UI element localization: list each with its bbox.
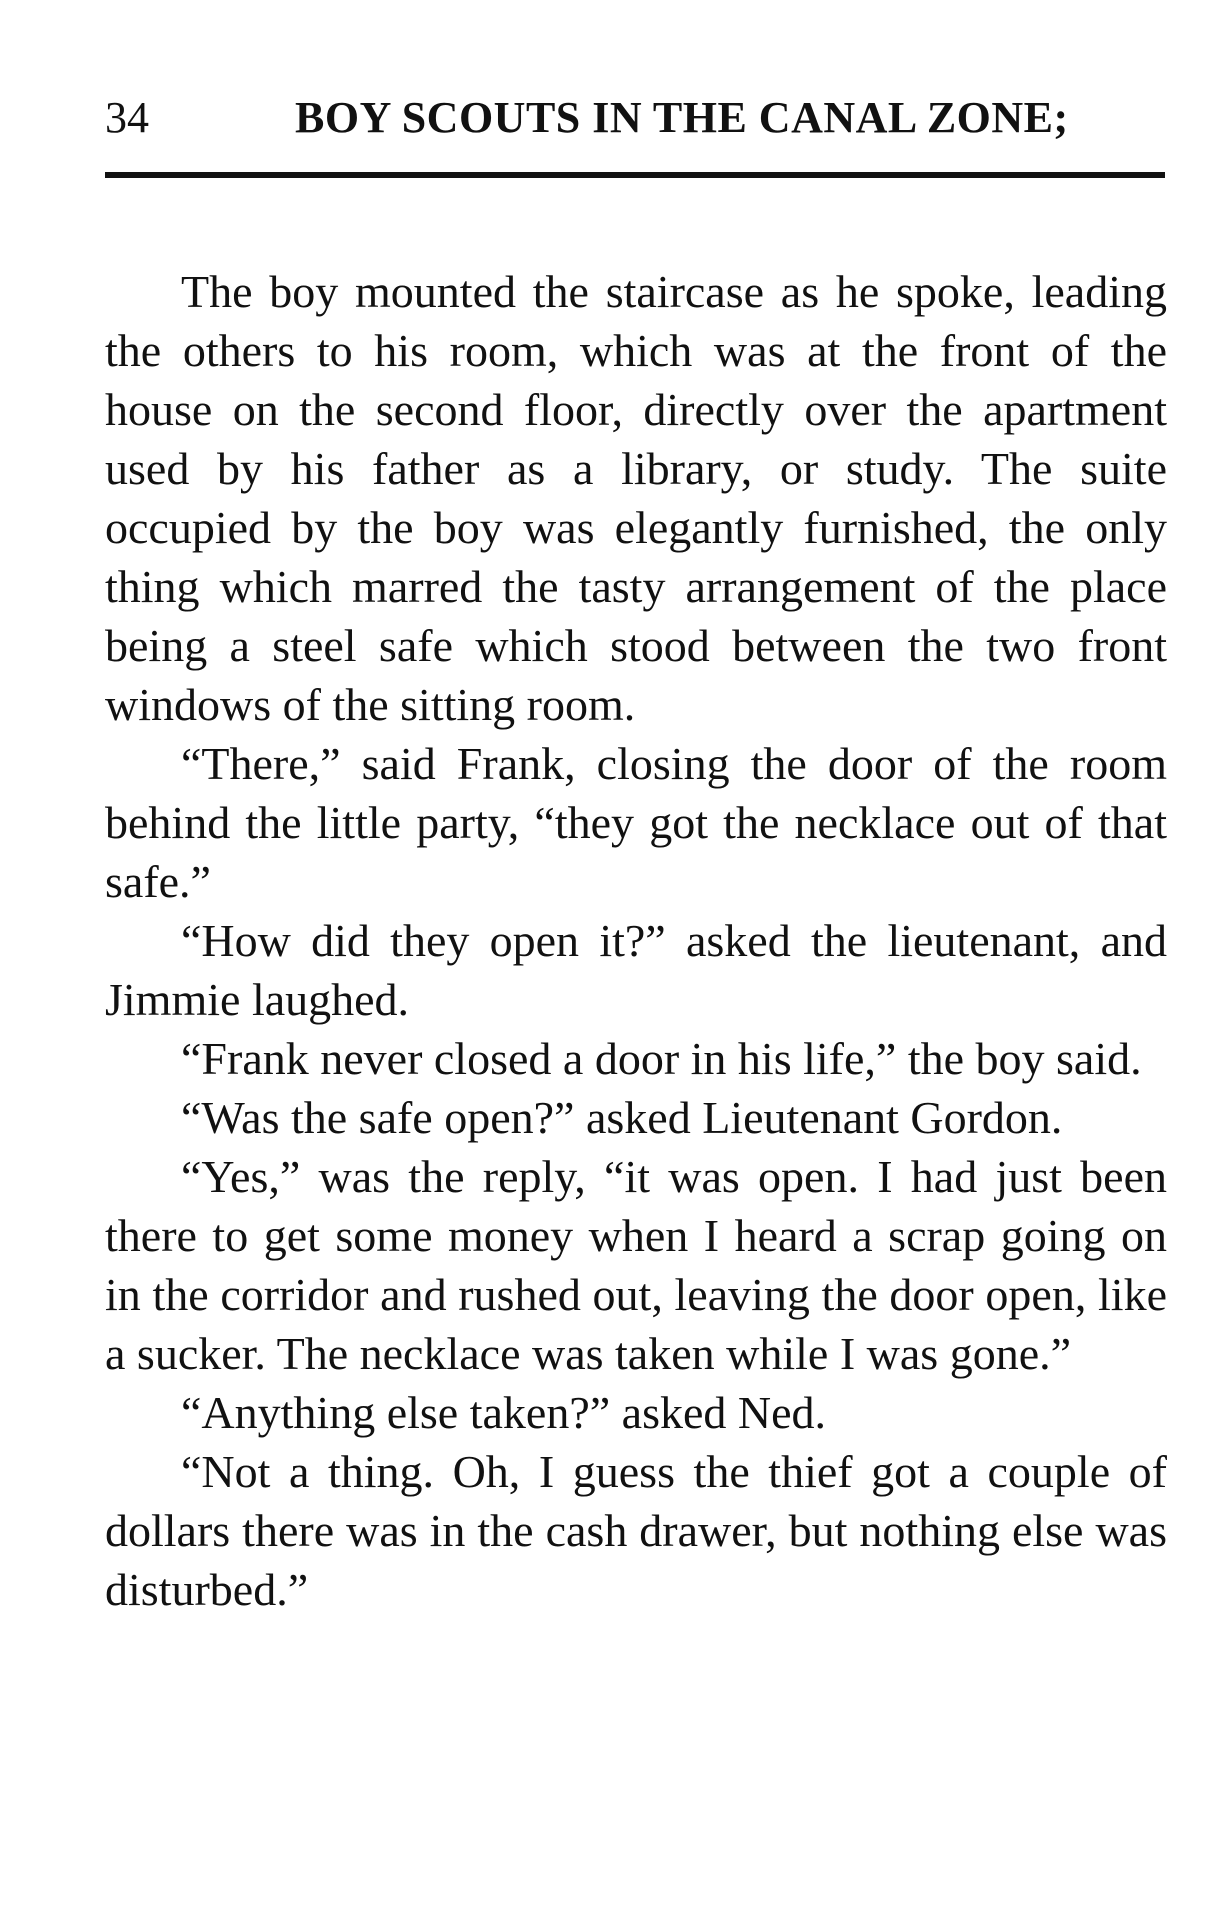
paragraph: “Not a thing. Oh, I guess the thief got a couple of dollars there was in the cash drawer, but nothing else was disturbed.” bbox=[105, 1446, 1167, 1615]
running-title: BOY SCOUTS IN THE CANAL ZONE; bbox=[295, 93, 1069, 142]
paragraph: “Yes,” was the reply, “it was open. I had just been there to get some money when I heard a scrap going on in the corridor and rushed out, leaving the door open, like a sucker. The necklace was taken while I was gone.” bbox=[105, 1151, 1167, 1379]
header-rule bbox=[105, 172, 1165, 178]
paragraph: “There,” said Frank, closing the door of the room behind the little party, “they got the necklace out of that safe.” bbox=[105, 738, 1167, 907]
paragraph: The boy mounted the staircase as he spoke, leading the others to his room, which was at the front of the house on the second floor, directly over the apartment used by his father as a library, or study. The suite occupied by the boy was elegantly furnished, the only thing which marred the tasty arrangement of the place being a steel safe which stood between the two front windows of the sitting room. bbox=[105, 266, 1167, 730]
paragraph: “How did they open it?” asked the lieutenant, and Jimmie laughed. bbox=[105, 915, 1167, 1025]
paragraph: “Was the safe open?” asked Lieutenant Gordon. bbox=[181, 1092, 1063, 1143]
page-header bbox=[105, 88, 1165, 148]
body-text bbox=[105, 262, 1167, 1619]
paragraph: “Anything else taken?” asked Ned. bbox=[181, 1387, 827, 1438]
paragraph: “Frank never closed a door in his life,” the boy said. bbox=[181, 1033, 1142, 1084]
page-number: 34 bbox=[105, 93, 149, 142]
